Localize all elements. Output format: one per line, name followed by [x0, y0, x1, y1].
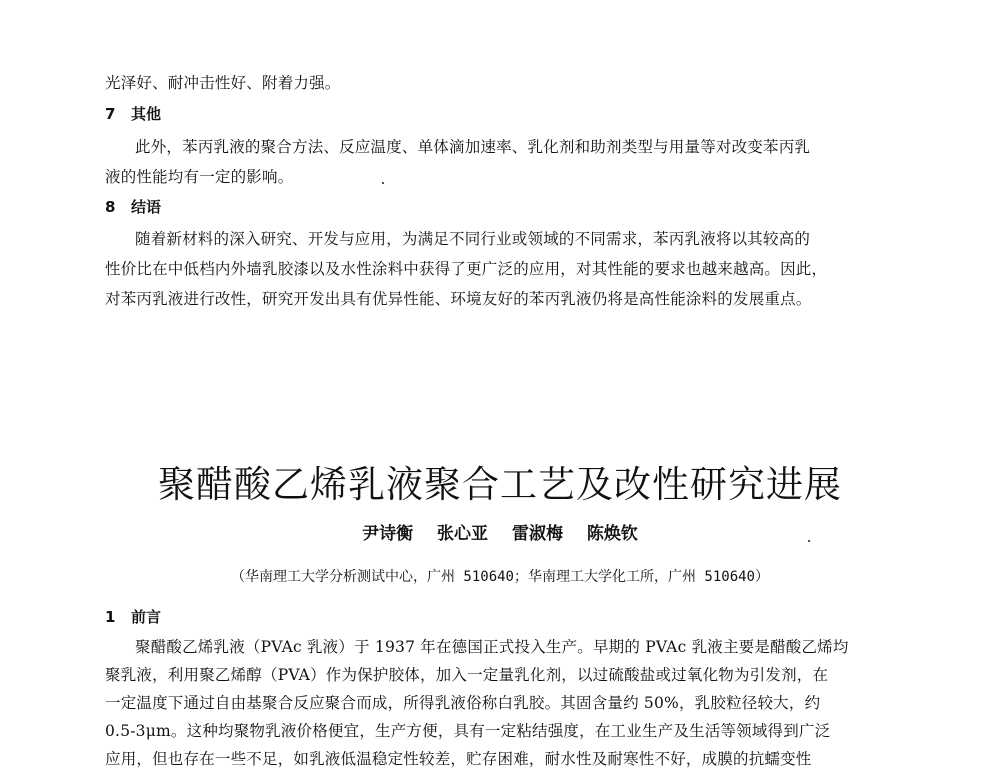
section-number: 1 — [105, 608, 116, 626]
paragraph-line: 液的性能均有一定的影响。 — [105, 168, 294, 186]
paragraph-line: 应用，但也存在一些不足，如乳液低温稳定性较差，贮存困难，耐水性及耐寒性不好，成膜的抗蠕变性 — [105, 750, 812, 768]
section-heading-1 — [105, 606, 161, 628]
section-title: 结语 — [131, 198, 162, 216]
paragraph-line: 0.5-3μm。这种均聚物乳液价格便宜，生产方便，具有一定粘结强度，在工业生产及生活等领域得到广泛 — [105, 722, 831, 740]
section-heading-8 — [105, 196, 161, 218]
paragraph-line: 聚乳液，利用聚乙烯醇（PVA）作为保护胶体，加入一定量乳化剂，以过硫酸盐或过氧化物为引发剂，在 — [105, 666, 829, 684]
section-title: 其他 — [131, 105, 162, 123]
author-list: 尹诗衡 张心亚 雷淑梅 陈焕钦 — [362, 524, 638, 544]
section-number: 7 — [105, 105, 116, 123]
paragraph-line: 随着新材料的深入研究、开发与应用，为满足不同行业或领域的不同需求，苯丙乳液将以其较高的 — [135, 230, 811, 248]
paragraph-line: 对苯丙乳液进行改性，研究开发出具有优异性能、环境友好的苯丙乳液仍将是高性能涂料的发展重点。 — [105, 290, 812, 308]
paragraph-line: 一定温度下通过自由基聚合反应聚合而成，所得乳液俗称白乳胶。其固含量约 50%，乳胶粒径较大，约 — [105, 694, 821, 712]
paragraph-line: 聚醋酸乙烯乳液（PVAc 乳液）于 1937 年在德国正式投入生产。早期的 PVAc 乳液主要是醋酸乙烯均 — [135, 638, 849, 656]
section-title: 前言 — [131, 608, 162, 626]
scan-speck — [382, 182, 384, 184]
paragraph-line: 性价比在中低档内外墙乳胶漆以及水性涂料中获得了更广泛的应用，对其性能的要求也越来越高。因此， — [105, 260, 828, 278]
text-line: 光泽好、耐冲击性好、附着力强。 — [105, 74, 341, 92]
paragraph-line: 此外，苯丙乳液的聚合方法、反应温度、单体滴加速率、乳化剂和助剂类型与用量等对改变苯丙乳 — [135, 138, 811, 156]
affiliation: （华南理工大学分析测试中心，广州 510640；华南理工大学化工所，广州 510640） — [230, 569, 769, 585]
section-heading-7 — [105, 103, 161, 125]
scan-speck — [808, 540, 810, 542]
section-number: 8 — [105, 198, 116, 216]
article-title: 聚醋酸乙烯乳液聚合工艺及改性研究进展 — [158, 463, 842, 506]
